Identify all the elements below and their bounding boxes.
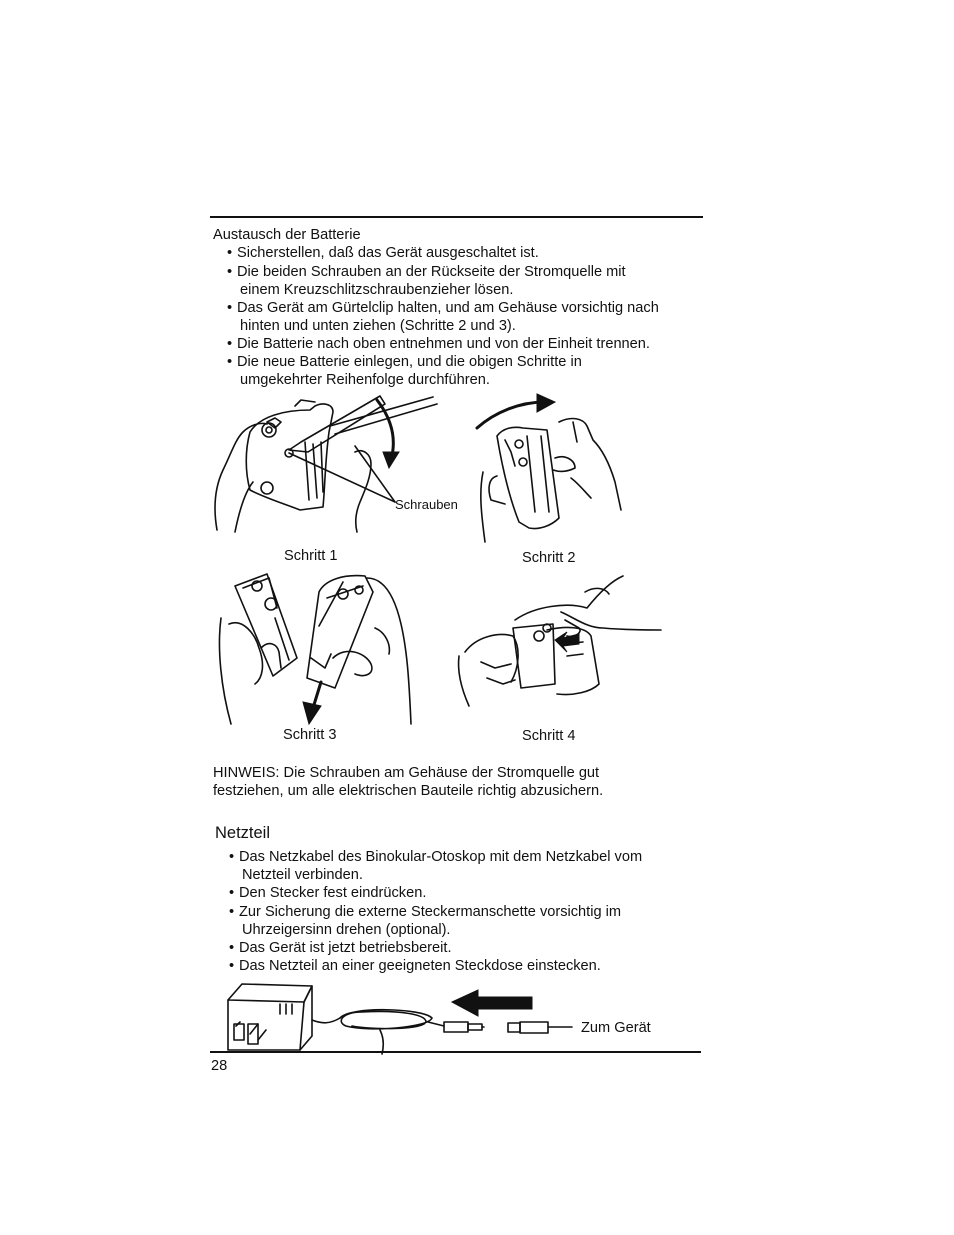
battery-bullet-3 — [227, 300, 659, 335]
battery-bullet-5 — [227, 354, 582, 389]
page-number: 28 — [211, 1058, 228, 1074]
adapter-bullet-2-text: Den Stecker fest eindrücken. — [239, 885, 427, 901]
battery-bullet-2-text-cont: einem Kreuzschlitzschraubenzieher lösen. — [240, 281, 514, 298]
adapter-bullet-5-text: Das Netzteil an einer geeigneten Steckdose einstecken. — [239, 958, 601, 974]
battery-bullet-2-text: Die beiden Schrauben an der Rückseite der Stromquelle mit — [237, 264, 626, 280]
battery-bullet-5-text-cont: umgekehrter Reihenfolge durchführen. — [240, 371, 490, 388]
bullet-mark: • — [227, 300, 233, 316]
step2-caption: Schritt 2 — [522, 550, 576, 566]
adapter-bullet-3 — [229, 904, 621, 939]
top-rule — [210, 216, 703, 218]
adapter-bullet-3-text-cont: Uhrzeigersinn drehen (optional). — [242, 921, 451, 938]
to-device-label: Zum Gerät — [581, 1020, 651, 1036]
step3-caption: Schritt 3 — [283, 727, 337, 743]
battery-heading: Austausch der Batterie — [213, 227, 361, 243]
bullet-mark: • — [229, 958, 235, 974]
battery-bullet-1 — [227, 245, 539, 263]
step4-illustration — [455, 572, 665, 712]
adapter-bullet-4 — [229, 940, 452, 958]
bottom-rule — [210, 1051, 701, 1053]
step1-illustration — [205, 392, 470, 542]
adapter-heading: Netzteil — [215, 824, 271, 842]
bullet-mark: • — [227, 336, 233, 352]
adapter-bullet-3-text: Zur Sicherung die externe Steckermanschette vorsichtig im — [239, 904, 622, 920]
adapter-bullet-1-text: Das Netzkabel des Binokular-Otoskop mit dem Netzkabel vom — [239, 849, 643, 865]
battery-bullet-5-text: Die neue Batterie einlegen, und die obigen Schritte in — [237, 354, 582, 370]
bullet-mark: • — [227, 264, 233, 280]
step3-illustration — [215, 568, 415, 728]
screws-label: Schrauben — [395, 497, 458, 512]
battery-bullet-3-text-cont: hinten und unten ziehen (Schritte 2 und 3). — [240, 317, 516, 334]
note-line-2: festziehen, um alle elektrischen Bauteile richtig abzusichern. — [213, 783, 604, 799]
step1-caption: Schritt 1 — [284, 548, 338, 564]
adapter-bullet-5 — [229, 958, 601, 976]
note-line-1: HINWEIS: Die Schrauben am Gehäuse der Stromquelle gut — [213, 765, 600, 781]
battery-bullet-2 — [227, 264, 626, 299]
adapter-bullet-2 — [229, 885, 426, 903]
power-adapter-illustration — [222, 980, 582, 1055]
battery-bullet-4-text: Die Batterie nach oben entnehmen und von der Einheit trennen. — [237, 336, 650, 352]
battery-bullet-3-text: Das Gerät am Gürtelclip halten, und am Gehäuse vorsichtig nach — [237, 300, 659, 316]
adapter-bullet-4-text: Das Gerät ist jetzt betriebsbereit. — [239, 940, 452, 956]
bullet-mark: • — [227, 354, 233, 370]
battery-bullet-4 — [227, 336, 650, 354]
bullet-mark: • — [227, 245, 233, 261]
step2-illustration — [475, 392, 630, 547]
battery-bullet-1-text: Sicherstellen, daß das Gerät ausgeschaltet ist. — [237, 245, 539, 261]
bullet-mark: • — [229, 940, 235, 956]
adapter-bullet-1 — [229, 849, 642, 884]
bullet-mark: • — [229, 849, 235, 865]
bullet-mark: • — [229, 904, 235, 920]
adapter-bullet-1-text-cont: Netzteil verbinden. — [242, 866, 363, 883]
step4-caption: Schritt 4 — [522, 728, 576, 744]
bullet-mark: • — [229, 885, 235, 901]
